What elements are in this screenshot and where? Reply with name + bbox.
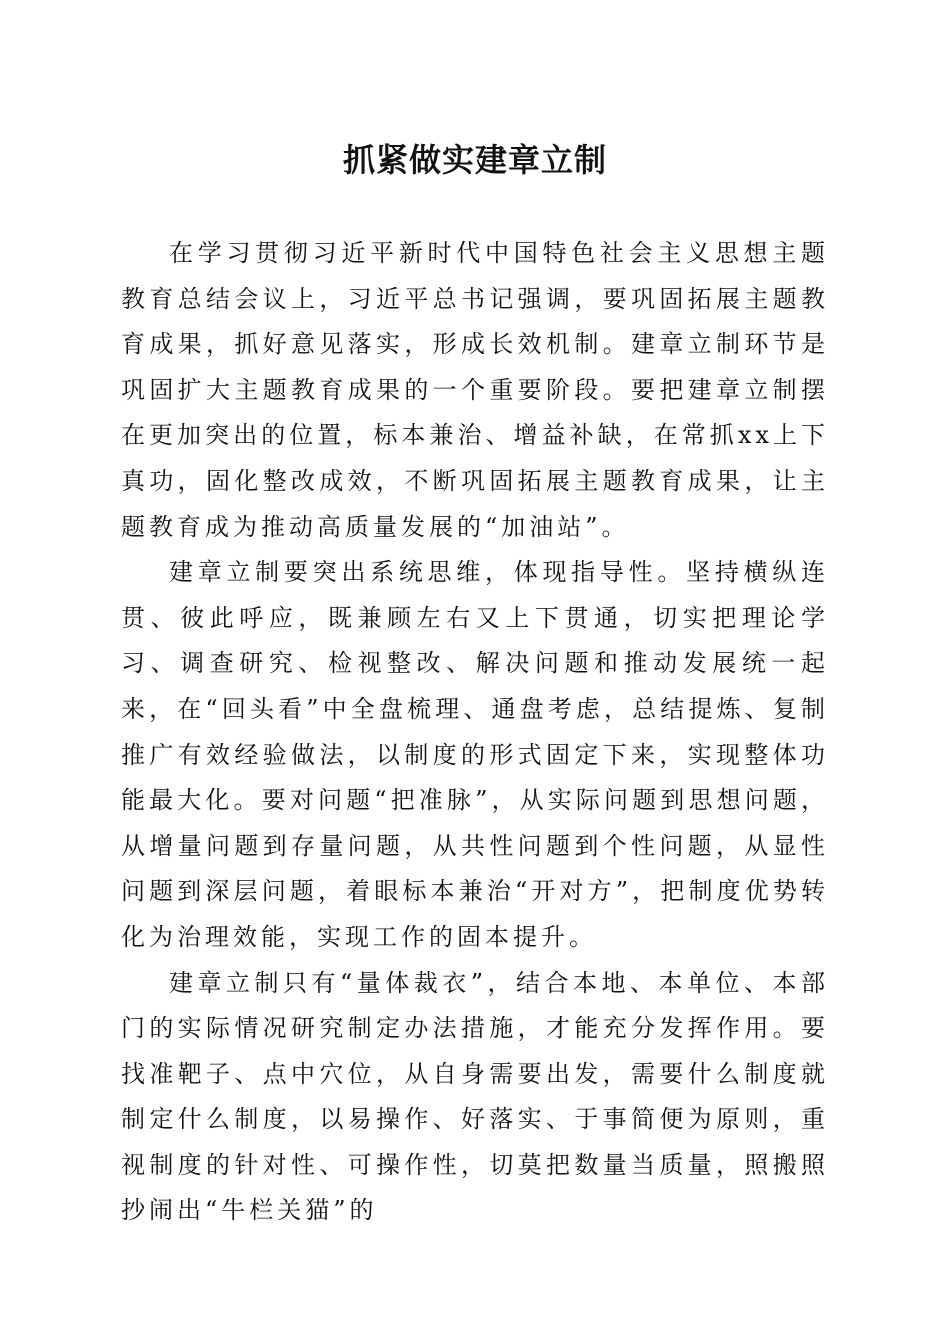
paragraph-1: 在学习贯彻习近平新时代中国特色社会主义思想主题教育总结会议上，习近平总书记强调，要巩固拓展主题教育成果，抓好意见落实，形成长效机制。建章立制环节是巩固扩大主题教育成果的一个重要阶段。要把建章立制摆在更加突出的位置，标本兼治、增益补缺，在常抓xx上下真功，固化整改成效，不断巩固拓展主题教育成果，让主题教育成为推动高质量发展的“加油站”。 — [121, 239, 829, 541]
paragraph-3: 建章立制只有“量体裁衣”，结合本地、本单位、本部门的实际情况研究制定办法措施，才能充分发挥作用。要找准靶子、点中穴位，从自身需要出发，需要什么制度就制定什么制度，以易操作、好落实、于事简便为原则，重视制度的针对性、可操作性，切莫把数量当质量，照搬照抄闹出“牛栏关猫”的 — [121, 968, 829, 1225]
paragraph-2: 建章立制要突出系统思维，体现指导性。坚持横纵连贯、彼此呼应，既兼顾左右又上下贯通，切实把理论学习、调查研究、检视整改、解决问题和推动发展统一起来，在“回头看”中全盘梳理、通盘考虑，总结提炼、复制推广有效经验做法，以制度的形式固定下来，实现整体功能最大化。要对问题“把准脉”，从实际问题到思想问题，从增量问题到存量问题，从共性问题到个性问题，从显性问题到深层问题，着眼标本兼治“开对方”，把制度优势转化为治理效能，实现工作的固本提升。 — [121, 558, 829, 951]
document-title: 抓紧做实建章立制 — [342, 141, 607, 179]
document-body — [121, 231, 829, 1234]
